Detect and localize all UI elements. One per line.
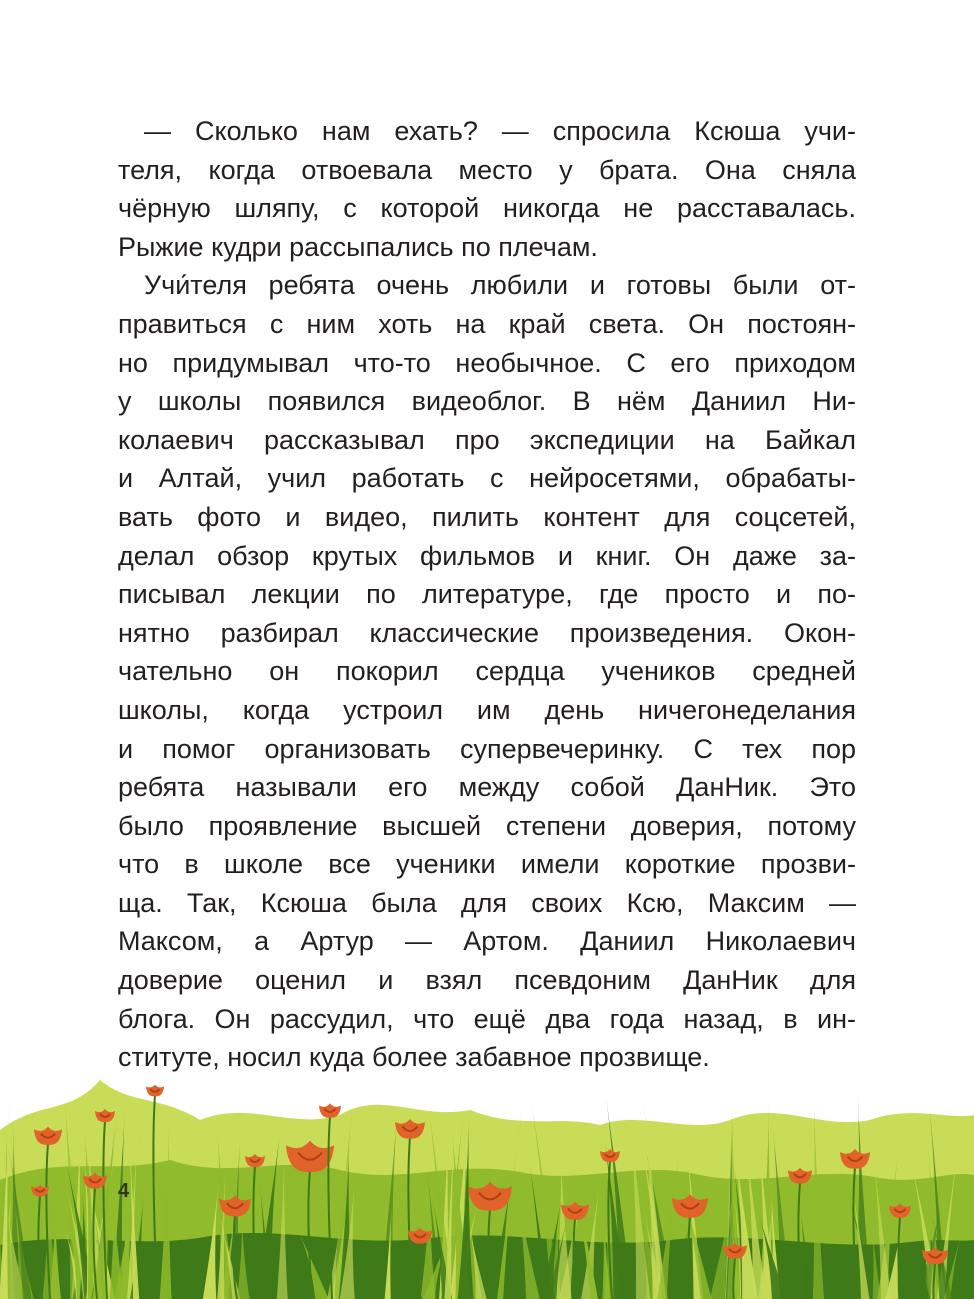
text-line: доверие оценил и взял псевдоним ДанНик для	[118, 965, 856, 996]
text-line: и Алтай, учил работать с нейросетями, обрабаты-	[118, 463, 856, 494]
text-line: но придумывал что-то необычное. С его приходом	[118, 347, 856, 378]
text-line: делал обзор крутых фильмов и книг. Он даже за-	[118, 540, 856, 571]
text-line: колаевич рассказывал про экспедиции на Байкал	[118, 424, 856, 455]
text-line: нятно разбирал классические произведения. Окон-	[118, 617, 856, 648]
text-line: чёрную шляпу, с которой никогда не расставалась.	[118, 193, 856, 224]
text-line: ребята называли его между собой ДанНик. Это	[118, 772, 856, 803]
text-line: Учи́теля ребята очень любили и готовы были от-	[144, 270, 856, 301]
meadow-illustration	[0, 1060, 974, 1299]
meadow-drawing	[0, 1060, 974, 1299]
text-line: блога. Он рассудил, что ещё два года назад, в ин-	[118, 1003, 856, 1034]
text-line: было проявление высшей степени доверия, потому	[118, 810, 856, 841]
text-line: ституте, носил куда более забавное прозвище.	[118, 1042, 710, 1073]
text-line: вать фото и видео, пилить контент для соцсетей,	[118, 501, 856, 532]
text-line: Рыжие кудри рассыпались по плечам.	[118, 231, 598, 262]
text-line: Максом, а Артур — Артом. Даниил Николаевич	[118, 926, 856, 957]
text-line: писывал лекции по литературе, где просто и по-	[118, 579, 856, 610]
body-text	[118, 112, 856, 1077]
text-line: чательно он покорил сердца учеников средней	[118, 656, 856, 687]
text-line: правиться с ним хоть на край света. Он постоян-	[118, 308, 856, 339]
text-line: теля, когда отвоевала место у брата. Она сняла	[118, 154, 856, 185]
text-line: школы, когда устроил им день ничегонеделания	[118, 694, 856, 725]
text-line: у школы появился видеоблог. В нём Даниил Ни-	[118, 386, 856, 417]
text-line: — Сколько нам ехать? — спросила Ксюша учи-	[144, 116, 856, 146]
text-line: ща. Так, Ксюша была для своих Ксю, Максим —	[118, 887, 856, 918]
page-number: 4	[118, 1180, 130, 1202]
text-line: и помог организовать супервечеринку. С тех пор	[118, 733, 856, 764]
text-line: что в школе все ученики имели короткие прозви-	[118, 849, 856, 880]
